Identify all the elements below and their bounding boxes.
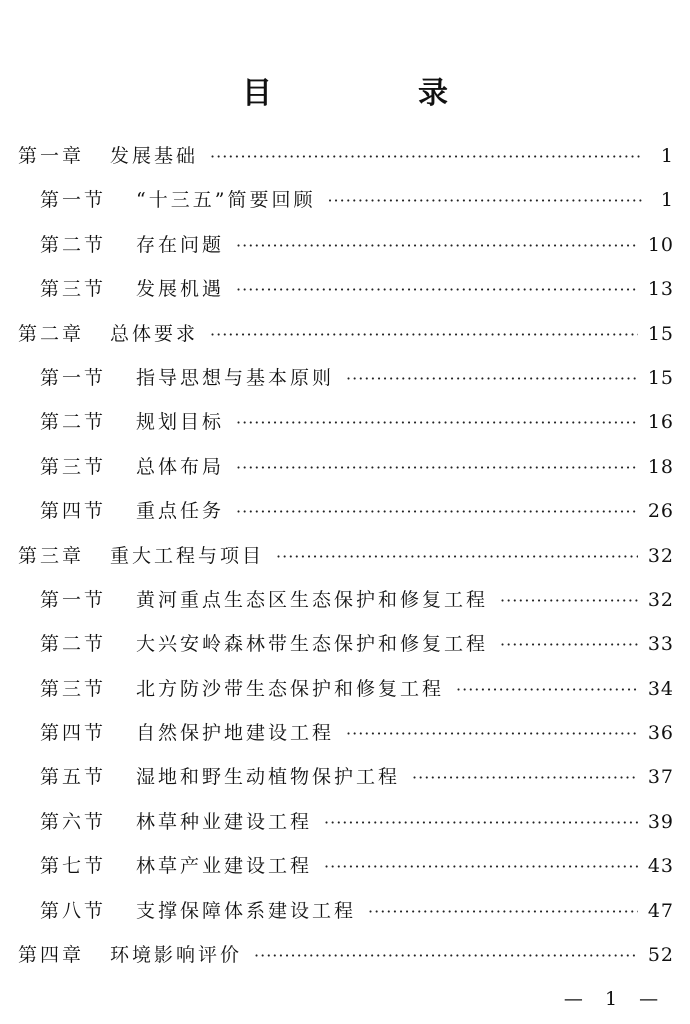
toc-section-entry[interactable] [0,178,690,222]
toc-entry-title: 北方防沙带生态保护和修复工程 [136,677,445,700]
toc-section-entry[interactable] [0,622,690,666]
toc-dot-leader [324,845,638,889]
toc-entry-page: 32 [647,544,674,567]
toc-section-entry[interactable] [0,489,690,533]
toc-entry-label: 第一章 [18,145,85,167]
toc-dot-leader [500,579,638,623]
toc-entry-label: 第一节 [40,189,107,212]
toc-section-entry[interactable] [0,400,690,444]
toc-dot-leader [324,801,638,845]
toc-dot-leader [500,623,638,667]
table-of-contents [0,134,690,977]
toc-entry-label: 第三节 [40,278,107,301]
toc-entry-label: 第六节 [40,810,107,833]
toc-entry-title: 湿地和野生动植物保护工程 [136,766,401,789]
toc-entry-title: 重点任务 [136,500,225,523]
toc-entry-page: 15 [647,322,674,345]
toc-entry-title: 发展基础 [110,145,199,167]
toc-entry-page: 26 [647,500,674,523]
toc-entry-title: 自然保护地建设工程 [136,722,335,745]
toc-entry-label: 第四节 [40,500,107,523]
toc-dot-leader [236,401,638,445]
toc-entry-page: 47 [647,899,674,922]
toc-section-entry[interactable] [0,755,690,799]
toc-entry-label: 第二节 [40,233,107,256]
toc-entry-label: 第三节 [40,455,107,478]
toc-entry-label: 第二章 [18,322,85,345]
toc-section-entry[interactable] [0,889,690,933]
toc-entry-page: 39 [647,810,674,833]
toc-entry-page: 1 [660,189,674,212]
toc-dot-leader [236,490,638,534]
toc-entry-page: 16 [647,411,674,434]
toc-entry-label: 第七节 [40,855,107,878]
toc-entry-label: 第四章 [18,944,85,967]
toc-entry-label: 第三节 [40,677,107,700]
toc-chapter-entry[interactable] [0,134,690,178]
toc-entry-page: 10 [647,233,674,256]
toc-entry-page: 43 [647,855,674,878]
toc-section-entry[interactable] [0,800,690,844]
toc-dot-leader [346,712,638,756]
toc-entry-title: “十三五”简要回顾 [136,189,316,212]
toc-entry-page: 15 [647,366,674,389]
toc-entry-page: 13 [647,278,674,301]
toc-entry-page: 34 [647,677,674,700]
toc-entry-title: 大兴安岭森林带生态保护和修复工程 [136,633,489,656]
toc-dot-leader [456,668,638,712]
toc-section-entry[interactable] [0,223,690,267]
toc-entry-page: 18 [647,455,674,478]
toc-entry-page: 37 [647,766,674,789]
toc-dot-leader [327,179,642,223]
toc-entry-label: 第二节 [40,633,107,656]
toc-section-entry[interactable] [0,578,690,622]
toc-entry-page: 36 [647,722,674,745]
page-number: — 1 — [563,988,667,1010]
toc-dot-leader [346,357,638,401]
toc-chapter-entry[interactable] [0,312,690,356]
toc-section-entry[interactable] [0,667,690,711]
toc-entry-title: 规划目标 [136,411,225,434]
toc-entry-title: 重大工程与项目 [110,544,265,567]
toc-dot-leader [276,535,638,579]
toc-chapter-entry[interactable] [0,534,690,578]
toc-entry-title: 发展机遇 [136,278,225,301]
toc-entry-title: 黄河重点生态区生态保护和修复工程 [136,588,489,611]
toc-entry-page: 32 [647,588,674,611]
toc-section-entry[interactable] [0,267,690,311]
toc-dot-leader [412,756,638,800]
toc-section-entry[interactable] [0,356,690,400]
toc-entry-title: 总体布局 [136,455,225,478]
toc-entry-label: 第三章 [18,544,85,567]
toc-section-entry[interactable] [0,445,690,489]
toc-entry-title: 总体要求 [110,322,199,345]
toc-entry-label: 第二节 [40,411,107,434]
toc-entry-title: 指导思想与基本原则 [136,366,335,389]
toc-entry-label: 第八节 [40,899,107,922]
toc-chapter-entry[interactable] [0,933,690,977]
toc-dot-leader [210,313,638,357]
toc-entry-label: 第四节 [40,722,107,745]
toc-entry-title: 存在问题 [136,233,225,256]
toc-section-entry[interactable] [0,844,690,888]
toc-entry-page: 52 [647,944,674,967]
toc-entry-title: 林草种业建设工程 [136,810,313,833]
toc-entry-page: 33 [647,633,674,656]
toc-entry-page: 1 [660,145,674,167]
toc-entry-label: 第一节 [40,588,107,611]
toc-dot-leader [236,268,638,312]
toc-dot-leader [236,446,638,490]
toc-entry-title: 环境影响评价 [110,944,243,967]
toc-entry-label: 第五节 [40,766,107,789]
toc-dot-leader [236,224,638,268]
toc-entry-title: 支撑保障体系建设工程 [136,899,357,922]
toc-section-entry[interactable] [0,711,690,755]
toc-dot-leader [254,934,638,978]
page-title: 目 录 [242,76,506,112]
toc-entry-label: 第一节 [40,366,107,389]
toc-entry-title: 林草产业建设工程 [136,855,313,878]
toc-dot-leader [368,890,638,934]
toc-dot-leader [210,135,642,179]
